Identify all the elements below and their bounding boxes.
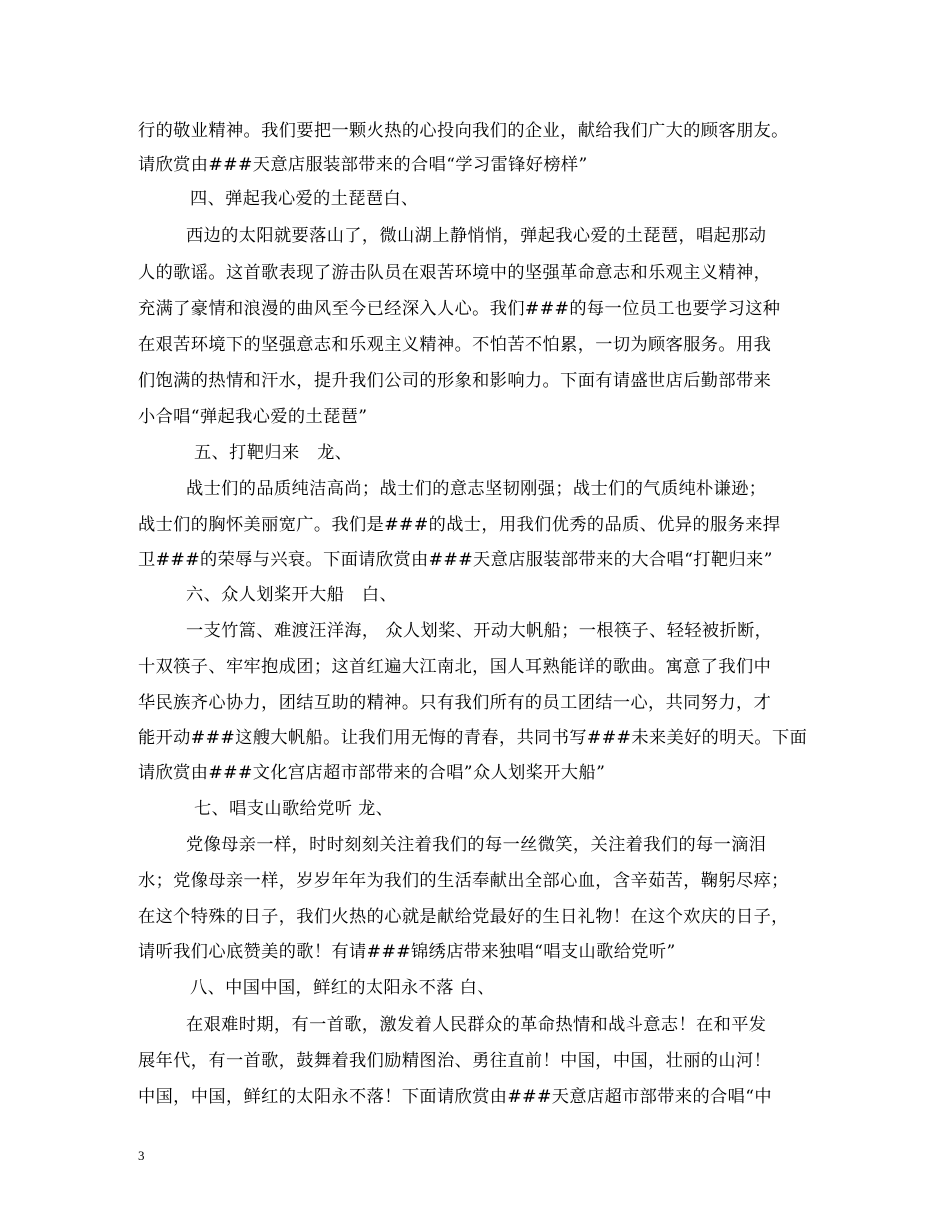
text-line: 西边的太阳就要落山了，微山湖上静悄悄，弹起我心爱的土琵琶，唱起那动 [186, 226, 767, 246]
text-line: 充满了豪情和浪漫的曲风至今已经深入人心。我们###的每一位员工也要学习这种 [138, 299, 781, 319]
page-number: 3 [138, 1148, 145, 1163]
text-line: 在这个特殊的日子，我们火热的心就是献给党最好的生日礼物！在这个欢庆的日子， [138, 907, 789, 927]
text-line: 请听我们心底赞美的歌！有请###锦绣店带来独唱“唱支山歌给党听” [138, 942, 676, 962]
text-line: 在艰苦环境下的坚强意志和乐观主义精神。不怕苦不怕累，一切为顾客服务。用我 [138, 335, 772, 355]
section-heading: 四、弹起我心爱的土琵琶白、 [190, 189, 419, 209]
text-line: 展年代，有一首歌，鼓舞着我们励精图治、勇往直前！中国，中国，壮丽的山河！ [138, 1051, 772, 1071]
text-line: 们饱满的热情和汗水，提升我们公司的形象和影响力。下面有请盛世店后勤部带来 [138, 371, 772, 391]
section-heading: 八、中国中国，鲜红的太阳永不落 白、 [190, 978, 495, 998]
text-line: 能开动###这艘大帆船。让我们用无悔的青春，共同书写###未来美好的明天。下面 [138, 728, 808, 748]
text-line: 党像母亲一样，时时刻刻关注着我们的每一丝微笑，关注着我们的每一滴泪 [186, 835, 767, 855]
section-heading: 七、唱支山歌给党听 龙、 [194, 799, 394, 819]
text-line: 请欣赏由###天意店服装部带来的合唱“学习雷锋好榜样” [138, 155, 588, 175]
section-heading: 六、众人划桨开大船 白、 [186, 585, 398, 605]
text-line: 请欣赏由###文化宫店超市部带来的合唱”众人划桨开大船” [138, 763, 606, 783]
section-heading: 五、打靶归来 龙、 [194, 443, 353, 463]
text-line: 在艰难时期，有一首歌，激发着人民群众的革命热情和战斗意志！在和平发 [186, 1015, 767, 1035]
text-line: 行的敬业精神。我们要把一颗火热的心投向我们的企业，献给我们广大的顾客朋友。 [138, 121, 789, 141]
text-line: 人的歌谣。这首歌表现了游击队员在艰苦环境中的坚强革命意志和乐观主义精神， [138, 263, 772, 283]
text-line: 战士们的胸怀美丽宽广。我们是###的战士，用我们优秀的品质、优异的服务来捍 [138, 515, 781, 535]
text-line: 水；党像母亲一样，岁岁年年为我们的生活奉献出全部心血，含辛茹苦，鞠躬尽瘁； [138, 871, 789, 891]
text-line: 一支竹篙、难渡汪洋海， 众人划桨、开动大帆船；一根筷子、轻轻被折断， [186, 621, 773, 641]
text-line: 战士们的品质纯洁高尚；战士们的意志坚韧刚强；战士们的气质纯朴谦逊； [186, 479, 767, 499]
text-line: 华民族齐心协力，团结互助的精神。只有我们所有的员工团结一心，共同努力，才 [138, 693, 772, 713]
text-line: 十双筷子、牢牢抱成团；这首红遍大江南北，国人耳熟能详的歌曲。寓意了我们中 [138, 657, 772, 677]
text-line: 中国，中国，鲜红的太阳永不落！下面请欣赏由###天意店超市部带来的合唱“中 [138, 1087, 772, 1107]
text-line: 小合唱“弹起我心爱的土琵琶” [138, 407, 368, 427]
text-line: 卫###的荣辱与兴衰。下面请欣赏由###天意店服装部带来的大合唱“打靶归来” [138, 550, 773, 570]
